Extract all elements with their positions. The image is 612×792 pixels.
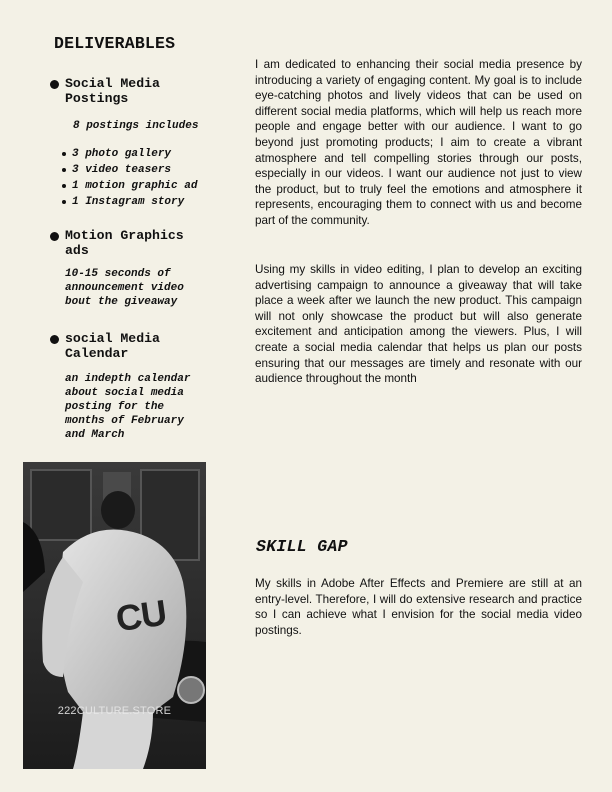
paragraph-campaign: Using my skills in video editing, I plan to develop an exciting advertising campaign to announce a giveaway that will take place a week after we launch the new product. This campaign will not only showcase the product but will also generate excitement and anticipation among the viewers. Plus, I will create a social media calendar that helps us plan our posts ensuring that our messages are timely and resonate with our audience throughout the month	[255, 263, 582, 386]
list-item: 3 video teasers	[62, 162, 197, 178]
calendar-description: an indepth calendar about social media posting for the months of February and March	[65, 373, 191, 441]
deliverable-heading: social Media Calendar	[65, 331, 160, 361]
list-item: 1 Instagram story	[62, 194, 197, 210]
photo-illustration	[23, 462, 206, 769]
hoodie-photo	[23, 462, 206, 769]
deliverables-title: DELIVERABLES	[54, 34, 176, 53]
bullet-icon	[50, 335, 59, 344]
photo-watermark: 222CULTURE.STORE	[57, 705, 172, 717]
skill-gap-text: My skills in Adobe After Effects and Premiere are still at an entry-level. Therefore, I will do extensive research and practice so I can achieve what I envision for the social media video postings.	[255, 577, 582, 637]
postings-intro: 8 postings includes	[73, 120, 199, 132]
list-item: 3 photo gallery	[62, 146, 197, 162]
postings-list	[62, 146, 197, 210]
deliverable-heading: Social Media Postings	[65, 76, 160, 106]
bullet-icon	[50, 232, 59, 241]
motion-graphics-description: 10-15 seconds of announcement video bout the giveaway	[65, 268, 184, 308]
shirt-print: CU	[113, 591, 169, 640]
skill-gap-title: SKILL GAP	[256, 537, 348, 556]
bullet-icon	[50, 80, 59, 89]
list-item: 1 motion graphic ad	[62, 178, 197, 194]
paragraph-presence: I am dedicated to enhancing their social media presence by introducing a variety of engaging content. My goal is to include eye-catching photos and lively videos that can be used on different social media platforms, which will help us reach more people and engage better with our audience. I want to go beyond just promoting products; I aim to create a vibrant atmosphere and tell compelling stories through our posts, especially in our videos. I want our audience not just to view the product, but to truly feel the emotions and atmosphere it represents, encouraging them to connect with us and become part of the community.	[255, 58, 582, 227]
deliverable-heading: Motion Graphics ads	[65, 228, 184, 258]
